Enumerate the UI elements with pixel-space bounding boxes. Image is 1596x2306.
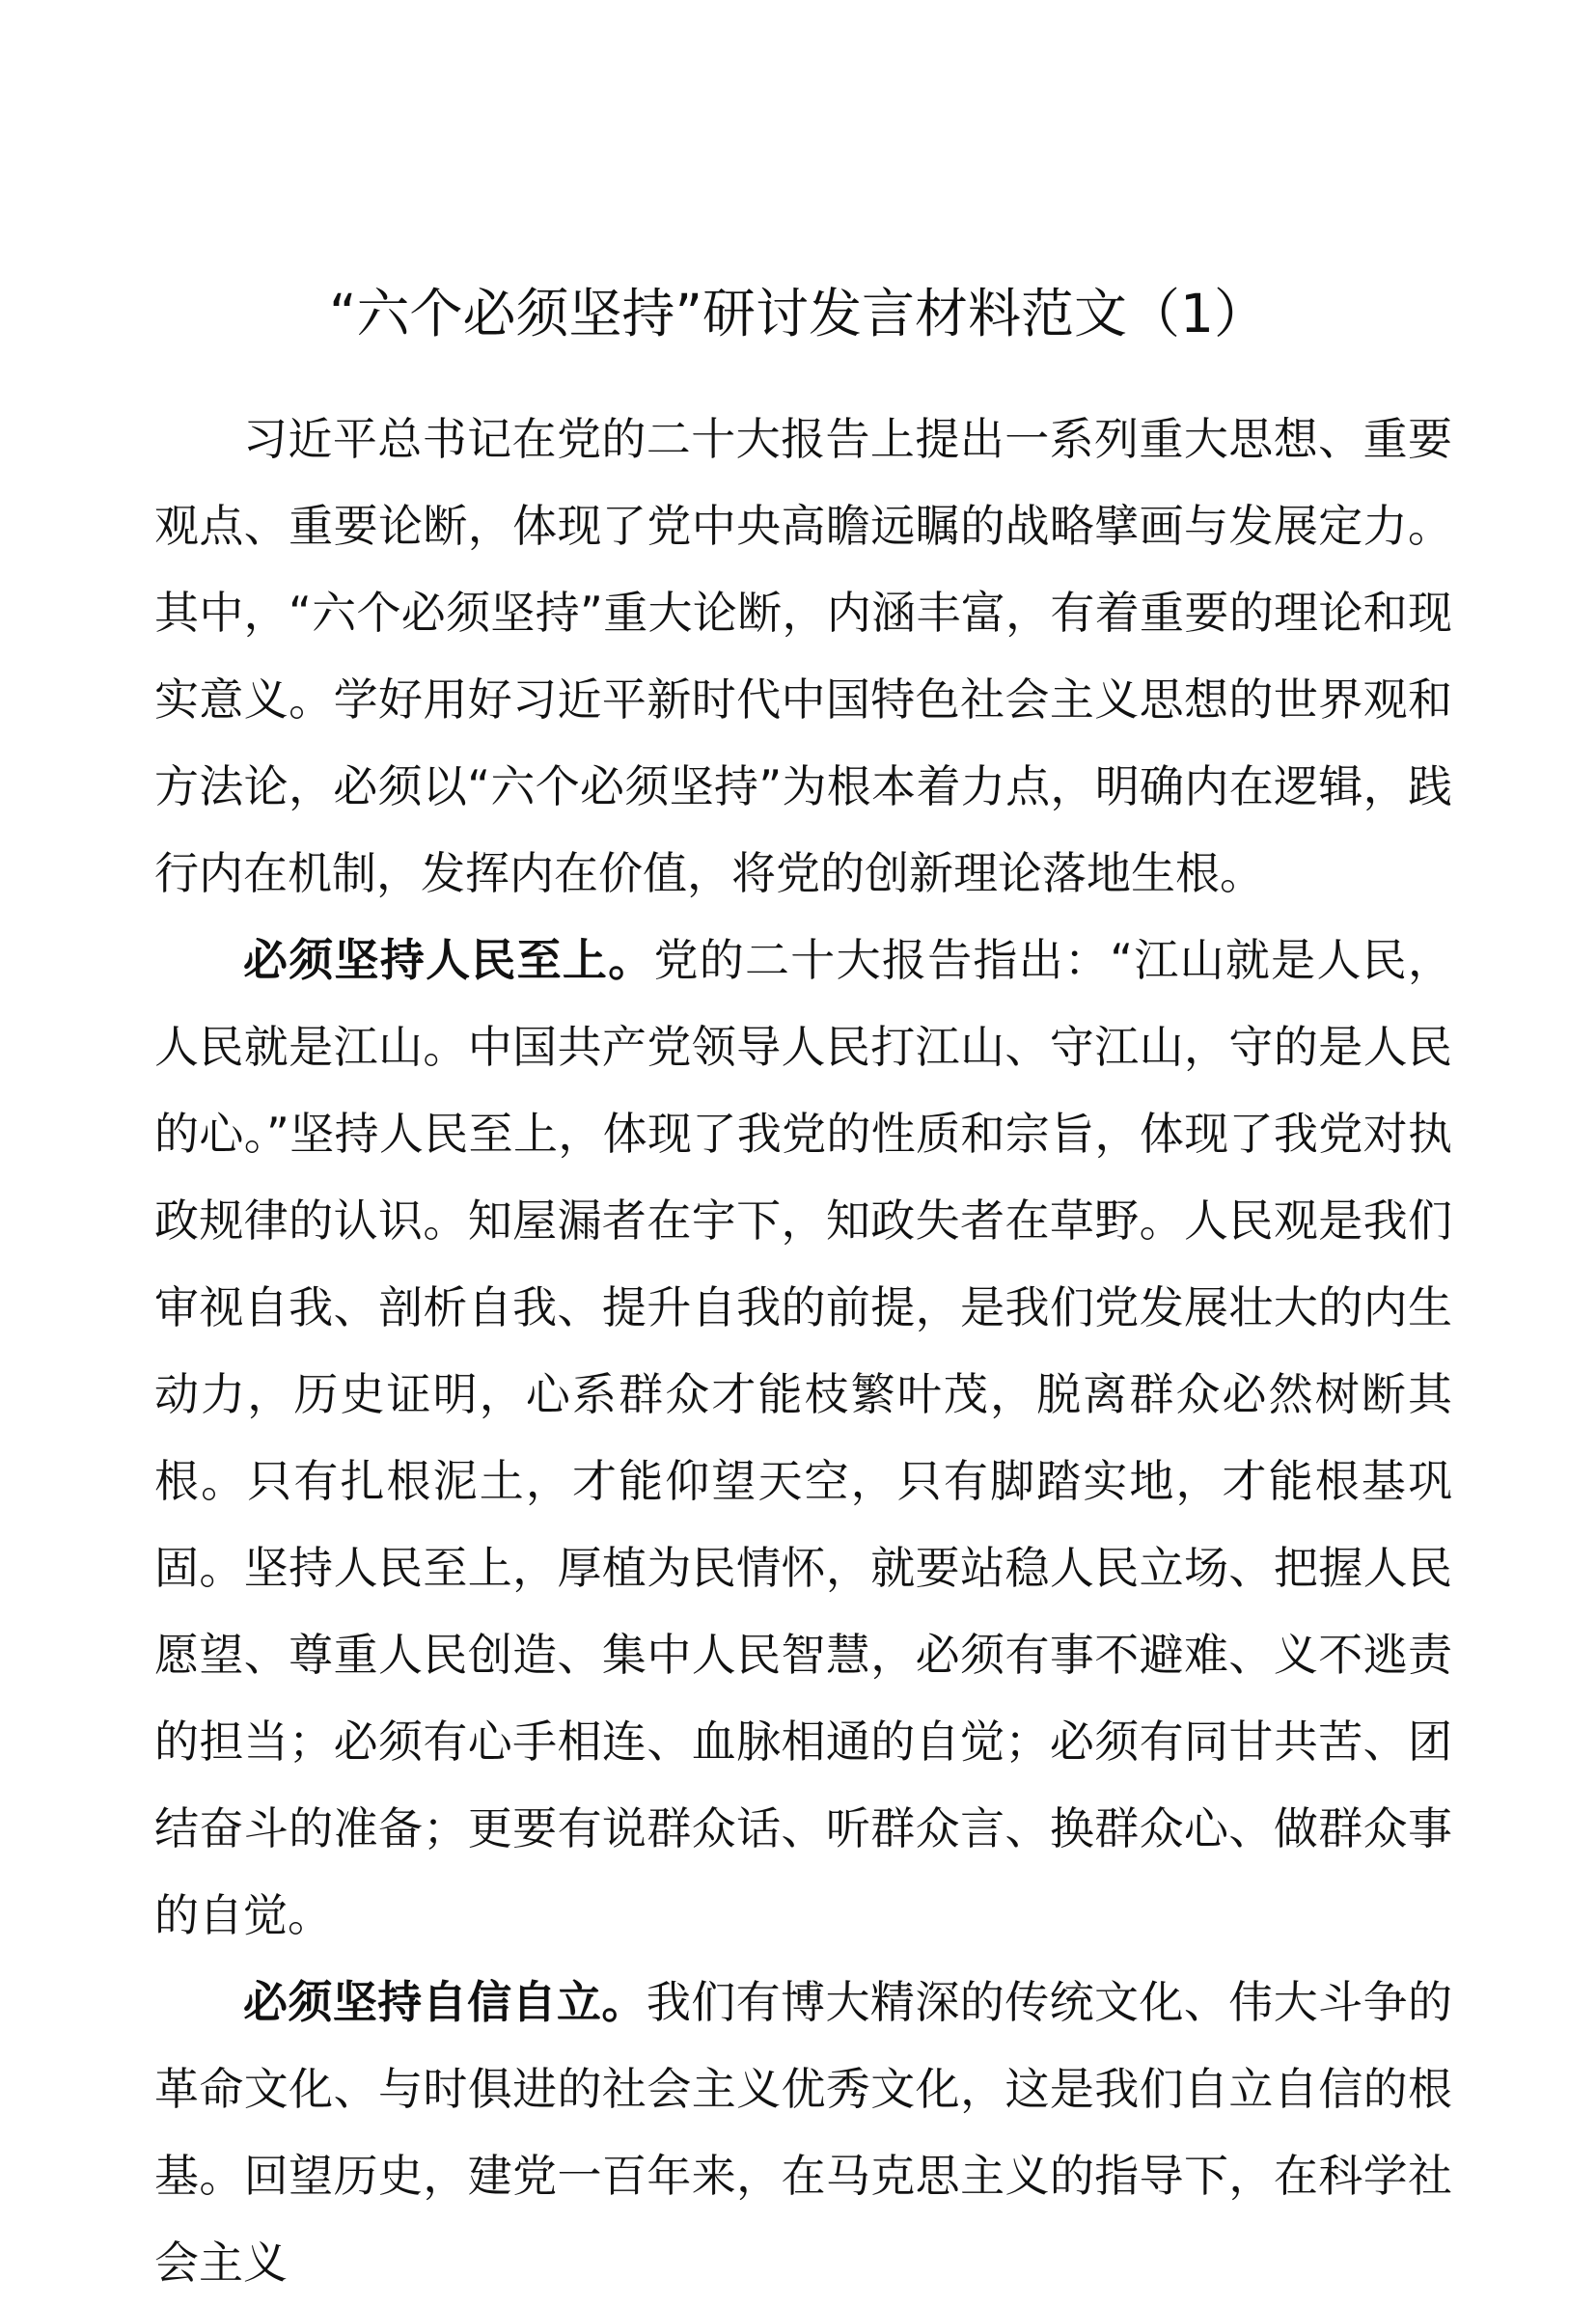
paragraph-text: 习近平总书记在党的二十大报告上提出一系列重大思想、重要观点、重要论断，体现了党中央高瞻远瞩的战略擘画与发展定力。其中，“六个必须坚持”重大论断，内涵丰富，有着重要的理论和现实意义。学好用好习近平新时代中国特色社会主义思想的世界观和方法论，必须以“六个必须坚持”为根本着力点，明确内在逻辑，践行内在机制，发挥内在价值，将党的创新理论落地生根。: [154, 413, 1452, 899]
document-title: “六个必须坚持”研讨发言材料范文（1）: [329, 283, 1267, 344]
paragraph-text: 党的二十大报告指出：“江山就是人民，人民就是江山。中国共产党领导人民打江山、守江山，守的是人民的心。”坚持人民至上，体现了我党的性质和宗旨，体现了我党对执政规律的认识。知屋漏者在宇下，知政失者在草野。人民观是我们审视自我、剖析自我、提升自我的前提，是我们党发展壮大的内生动力，历史证明，心系群众才能枝繁叶茂，脱离群众必然树断其根。只有扎根泥土，才能仰望天空，只有脚踏实地，才能根基巩固。坚持人民至上，厚植为民情怀，就要站稳人民立场、把握人民愿望、尊重人民创造、集中人民智慧，必须有事不避难、义不逃责的担当；必须有心手相连、血脉相通的自觉；必须有同甘共苦、团结奋斗的准备；更要有说群众话、听群众言、换群众心、做群众事的自觉。: [154, 934, 1452, 1941]
document-body: [154, 396, 1452, 2306]
paragraph-text: 我们有博大精深的传统文化、伟大斗争的革命文化、与时俱进的社会主义优秀文化，这是我们自立自信的根基。回望历史，建党一百年来，在马克思主义的指导下，在科学社会主义: [154, 1976, 1453, 2289]
paragraph-intro: [154, 396, 1452, 917]
paragraph-lead: 必须坚持自信自立。: [243, 1976, 647, 2028]
paragraph-people-first: [154, 917, 1452, 1959]
paragraph-lead: 必须坚持人民至上。: [243, 934, 654, 986]
paragraph-self-confidence: [154, 1959, 1452, 2306]
